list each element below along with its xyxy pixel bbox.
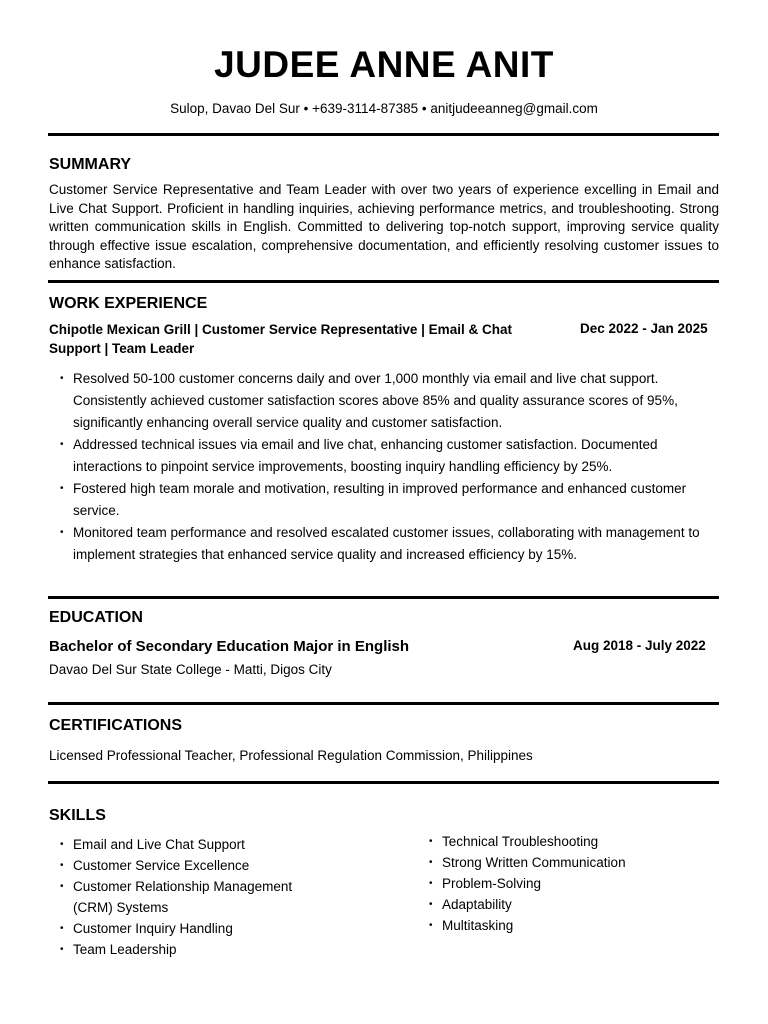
certifications-heading: CERTIFICATIONS <box>49 717 183 734</box>
work-bullet: • Monitored team performance and resolved escalated customer issues, collaborating with management to implement strategies that enhanced service quality and increased efficiency by 15%. <box>49 522 729 566</box>
divider <box>48 280 719 283</box>
job-dates: Dec 2022 - Jan 2025 <box>580 321 708 336</box>
skills-list-left <box>49 834 349 960</box>
skill-item: • Customer Inquiry Handling <box>49 918 349 939</box>
skill-item: • Problem-Solving <box>418 873 718 894</box>
skill-item: • Technical Troubleshooting <box>418 831 718 852</box>
skill-item: • Adaptability <box>418 894 718 915</box>
skills-list-right <box>418 831 718 936</box>
skills-heading: SKILLS <box>49 807 106 824</box>
skill-item: • Customer Service Excellence <box>49 855 349 876</box>
education-heading: EDUCATION <box>49 609 143 626</box>
divider <box>48 702 719 705</box>
skill-item: • Strong Written Communication <box>418 852 718 873</box>
skill-item: • Customer Relationship Management (CRM) Systems <box>49 876 323 918</box>
divider <box>48 781 719 784</box>
summary-heading: SUMMARY <box>49 156 132 173</box>
skill-item: • Multitasking <box>418 915 718 936</box>
work-experience-heading: WORK EXPERIENCE <box>49 295 208 312</box>
certification-item: Licensed Professional Teacher, Professional Regulation Commission, Philippines <box>49 748 533 763</box>
work-bullet-list <box>49 368 729 566</box>
school-name: Davao Del Sur State College - Matti, Digos City <box>49 662 332 677</box>
skill-item: • Team Leadership <box>49 939 349 960</box>
work-bullet: • Fostered high team morale and motivation, resulting in improved performance and enhanced customer service. <box>49 478 729 522</box>
degree-title: Bachelor of Secondary Education Major in English <box>49 638 410 655</box>
candidate-name: JUDEE ANNE ANIT <box>214 44 554 85</box>
work-bullet: • Resolved 50-100 customer concerns daily and over 1,000 monthly via email and live chat support. Consistently achieved customer satisfaction scores above 85% and quality assurance scores of 95%, significantly enhancing overall service quality and customer satisfaction. <box>49 368 729 434</box>
summary-text: Customer Service Representative and Team Leader with over two years of experience excelling in Email and Live Chat Support. Proficient in handling inquiries, achieving performance metrics, and troubleshooting. Strong written communication skills in English. Committed to delivering top-notch support, improving service quality through effective issue escalation, comprehensive documentation, and efficiently resolving customer issues to enhance satisfaction. <box>49 182 719 271</box>
divider <box>48 133 719 136</box>
divider <box>48 596 719 599</box>
contact-line: Sulop, Davao Del Sur • +639-3114-87385 • anitjudeeanneg@gmail.com <box>170 101 598 116</box>
job-title: Chipotle Mexican Grill | Customer Service Representative | Email & Chat Support | Team Leader <box>49 322 512 356</box>
skill-item: • Email and Live Chat Support <box>49 834 349 855</box>
work-bullet: • Addressed technical issues via email and live chat, enhancing customer satisfaction. Documented interactions to pinpoint service improvements, boosting inquiry handling efficiency by 25%. <box>49 434 729 478</box>
education-dates: Aug 2018 - July 2022 <box>573 638 706 653</box>
